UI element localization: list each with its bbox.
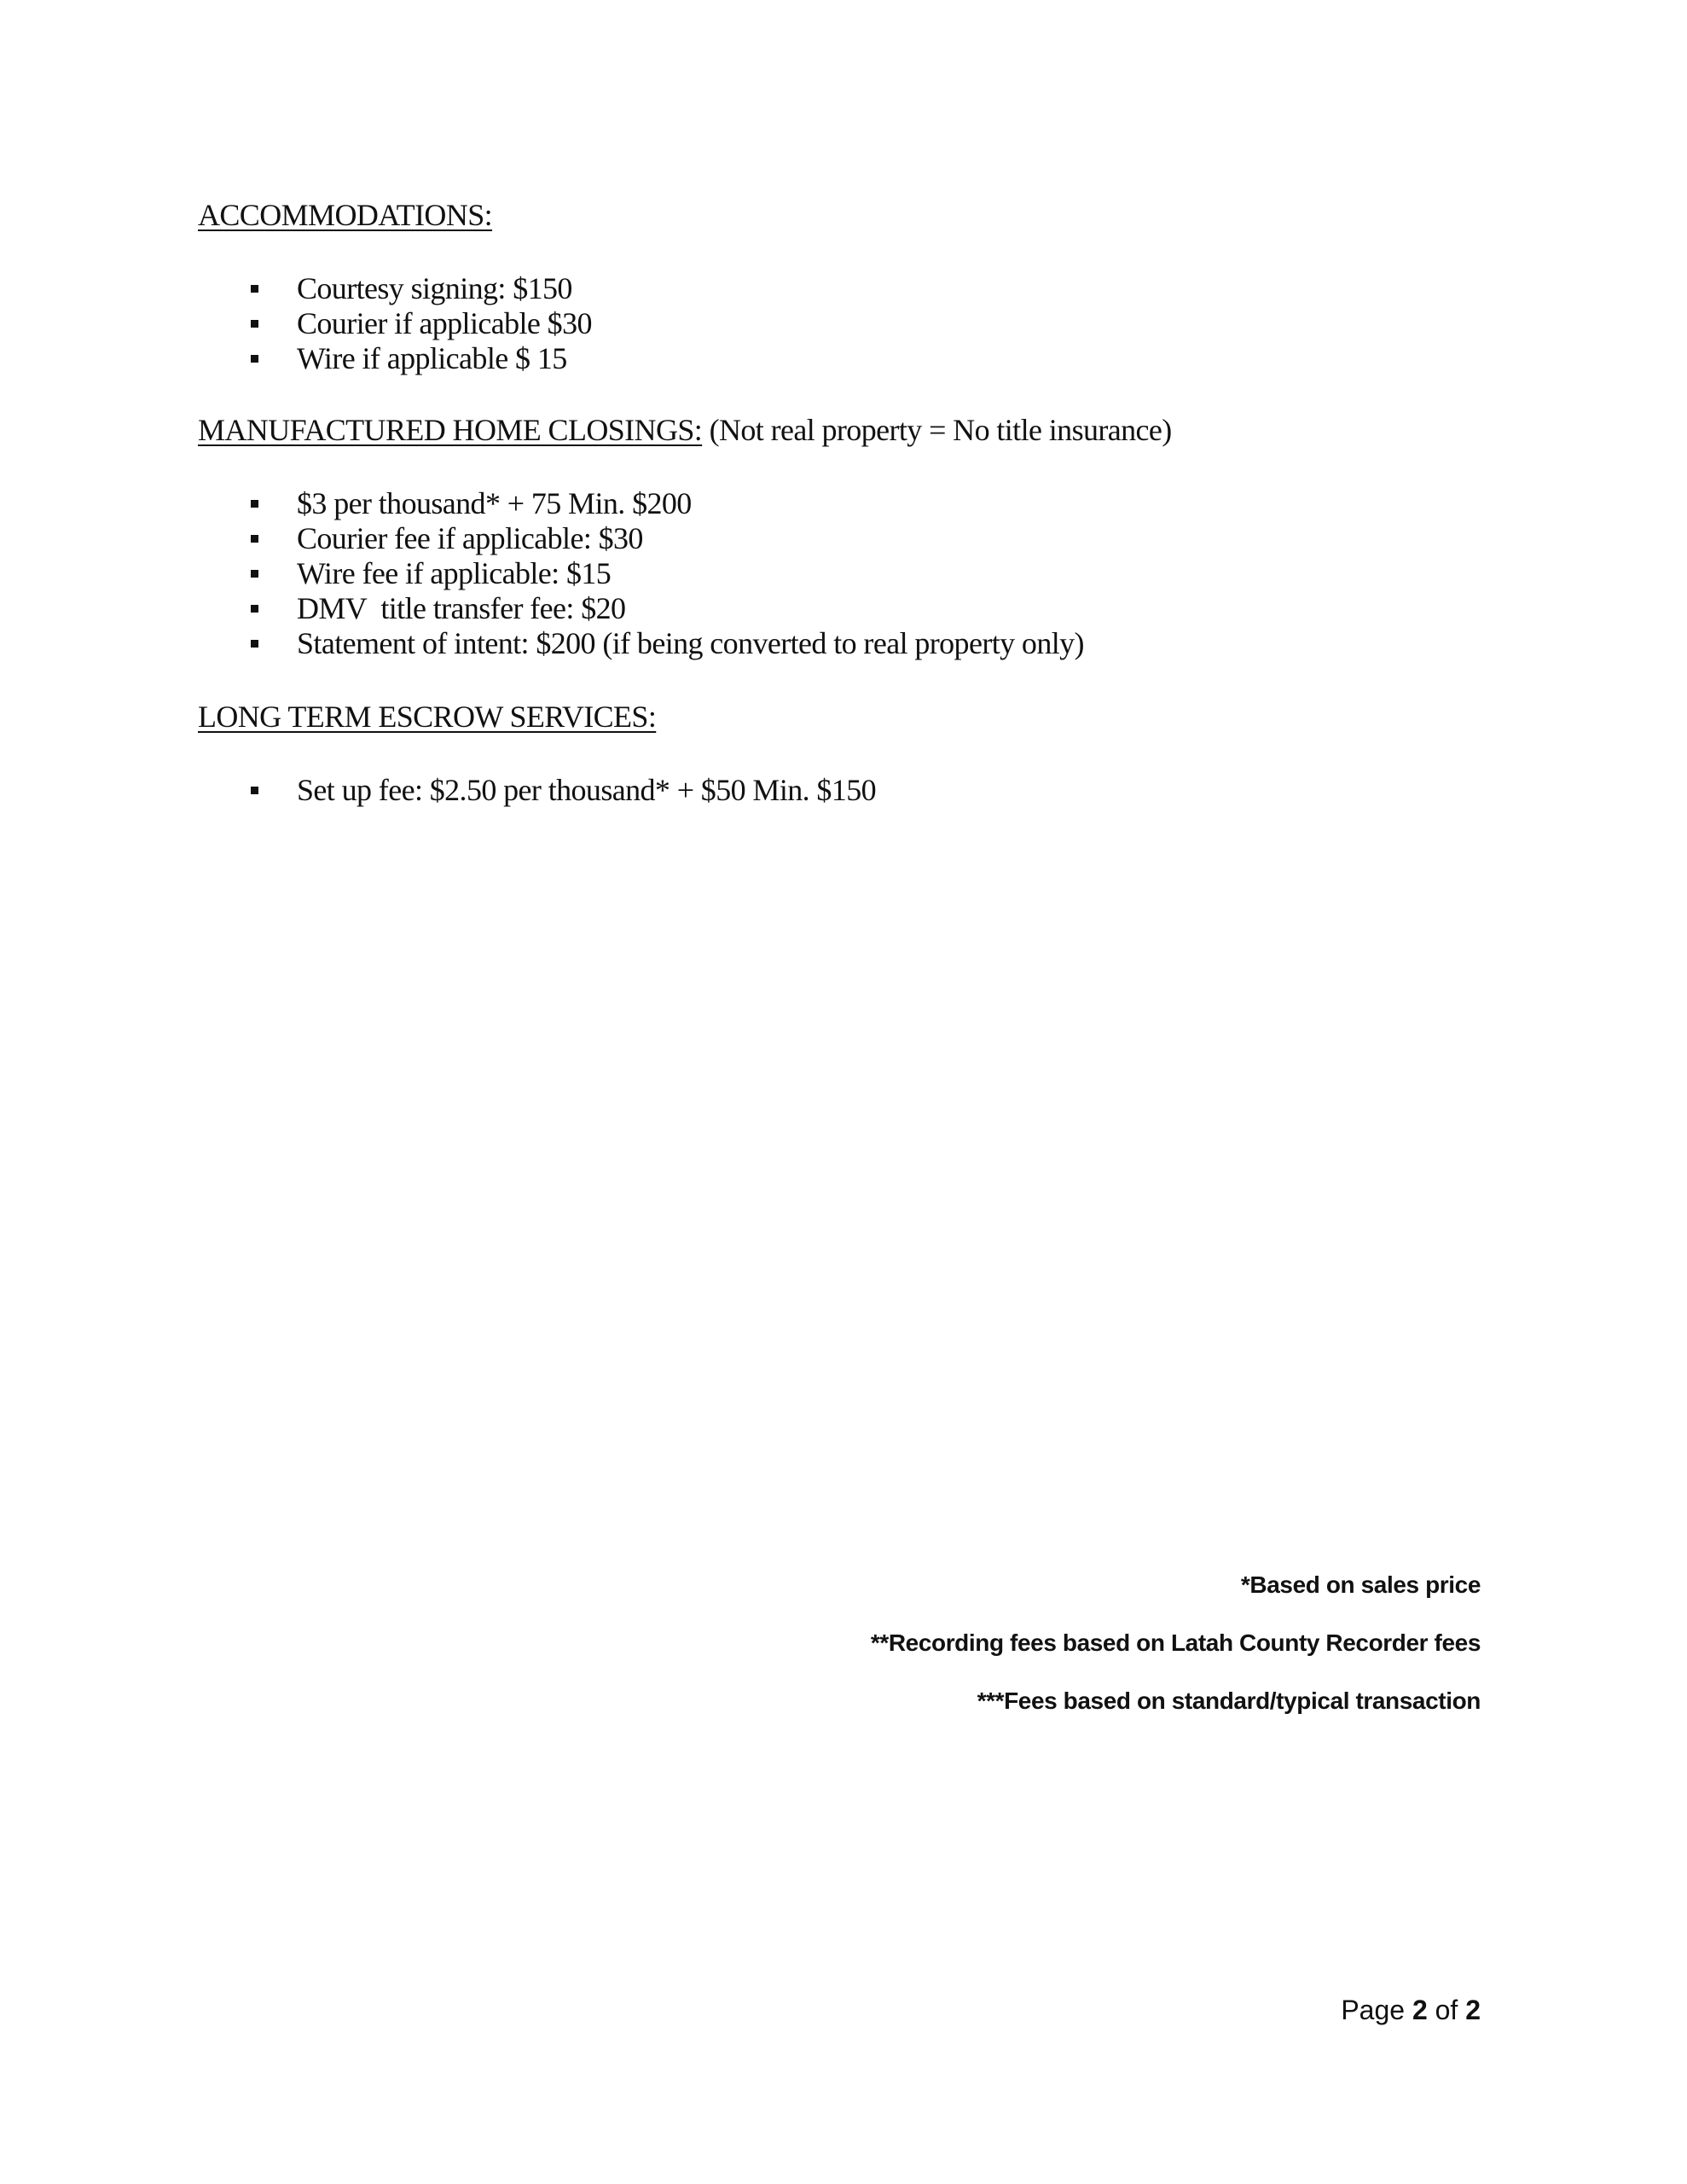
list-item-text: Courier fee if applicable: $30 xyxy=(297,521,643,555)
accommodations-heading xyxy=(198,196,492,234)
list-item-text: Courier if applicable $30 xyxy=(297,306,592,340)
square-bullet-icon xyxy=(251,640,258,648)
page-number-prefix: Page xyxy=(1341,1995,1412,2025)
list-item-text: Statement of intent: $200 (if being converted to real property only) xyxy=(297,626,1084,660)
footnote: **Recording fees based on Latah County Recorder fees xyxy=(870,1629,1481,1656)
footnote: *Based on sales price xyxy=(1240,1571,1481,1598)
long-term-heading xyxy=(198,698,656,735)
list-item-text: Wire if applicable $ 15 xyxy=(297,341,567,375)
manufactured-heading-note: (Not real property = No title insurance) xyxy=(702,413,1172,447)
square-bullet-icon xyxy=(251,787,258,794)
list-item-text: Set up fee: $2.50 per thousand* + $50 Min. $150 xyxy=(297,773,877,807)
accommodations-heading-title: ACCOMMODATIONS: xyxy=(198,198,493,232)
page-number-current: 2 xyxy=(1412,1995,1428,2025)
page-number-middle: of xyxy=(1427,1995,1466,2025)
list-item-text: Courtesy signing: $150 xyxy=(297,271,572,305)
list-item-text: $3 per thousand* + 75 Min. $200 xyxy=(297,486,692,520)
list-item-text: Wire fee if applicable: $15 xyxy=(297,556,612,590)
square-bullet-icon xyxy=(251,570,258,578)
page-number xyxy=(1341,1989,1481,2030)
list-item-text: DMV title transfer fee: $20 xyxy=(297,591,626,625)
footnote: ***Fees based on standard/typical transaction xyxy=(977,1687,1481,1714)
manufactured-heading-title: MANUFACTURED HOME CLOSINGS: xyxy=(198,413,703,447)
square-bullet-icon xyxy=(251,355,258,363)
square-bullet-icon xyxy=(251,535,258,543)
long-term-heading-title: LONG TERM ESCROW SERVICES: xyxy=(198,700,657,734)
square-bullet-icon xyxy=(251,285,258,293)
square-bullet-icon xyxy=(251,320,258,328)
square-bullet-icon xyxy=(251,500,258,508)
manufactured-heading xyxy=(198,411,1172,449)
footnotes xyxy=(871,1556,1481,1730)
page-number-total: 2 xyxy=(1465,1995,1481,2025)
square-bullet-icon xyxy=(251,605,258,613)
